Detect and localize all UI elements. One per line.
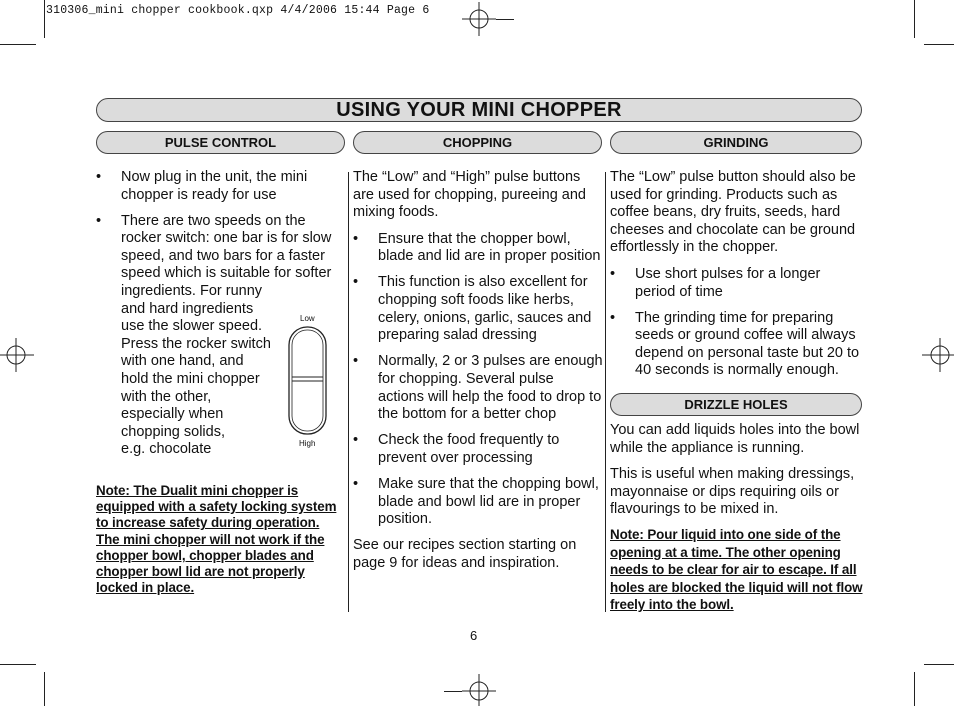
crop-mark-tr-v (914, 0, 915, 38)
registration-mark-top (462, 2, 496, 36)
crop-mark-tl-h (0, 44, 36, 45)
drizzle-paragraph: This is useful when making dressings, mayonnaise or dips requiring oils or flavourings to be mixed in. (610, 466, 855, 518)
list-item: • This function is also excellent for chopping soft foods like herbs, celery, onions, garlic, sauces and preparing salad dressing (353, 274, 603, 344)
chopping-outro: See our recipes section starting on page 9 for ideas and inspiration. (353, 537, 577, 571)
registration-line-top (496, 19, 514, 20)
rocker-switch-high-label: High (299, 439, 316, 448)
text-line: hold the mini chopper (121, 371, 260, 388)
text-line: and hard ingredients (121, 300, 254, 317)
crop-mark-bl-h (0, 664, 36, 665)
section-heading-drizzle-holes: DRIZZLE HOLES (610, 393, 862, 416)
drizzle-paragraph: You can add liquids holes into the bowl while the appliance is running. (610, 422, 860, 456)
section-heading-grinding: GRINDING (610, 131, 862, 154)
registration-mark-left (0, 338, 34, 372)
chopping-column (353, 169, 603, 581)
list-item: • Check the food frequently to prevent over processing (353, 432, 603, 467)
crop-mark-tl-v (44, 0, 45, 38)
text-line: especially when (121, 406, 224, 423)
column-divider (605, 172, 606, 612)
list-item: • Ensure that the chopper bowl, blade and lid are in proper position (353, 231, 603, 266)
text-line: with one hand, and (121, 353, 244, 370)
section-heading-pulse-control: PULSE CONTROL (96, 131, 345, 154)
list-item: • Use short pulses for a longer period of time (610, 266, 862, 301)
text-line: chopping solids, (121, 423, 225, 440)
print-slug: 310306_mini chopper cookbook.qxp 4/4/2006 15:44 Page 6 (46, 4, 430, 17)
list-item: • The grinding time for preparing seeds or ground coffee will always depend on personal taste but 20 to 40 seconds is normally enough. (610, 310, 862, 380)
text-line: use the slower speed. (121, 318, 263, 335)
text-line: with the other, (121, 388, 212, 405)
registration-line-bottom (444, 691, 462, 692)
section-heading-chopping: CHOPPING (353, 131, 602, 154)
crop-mark-br-h (924, 664, 954, 665)
drizzle-column (610, 422, 864, 528)
page-number: 6 (470, 628, 478, 643)
grinding-intro: The “Low” pulse button should also be used for grinding. Products such as coffee beans, dry fruits, seeds, hard cheeses and chocolate can be ground effortlessly in the chopper. (610, 169, 856, 256)
pulse-safety-note: Note: The Dualit mini chopper is equipped with a safety locking system to increase safety during operation. The mini chopper will not work if the chopper bowl, chopper blades and chopper bowl lid are not properly locked in place. (96, 483, 337, 596)
text-line: Press the rocker switch (121, 335, 271, 352)
crop-mark-bl-v (44, 672, 45, 706)
crop-mark-tr-h (924, 44, 954, 45)
list-item: • Now plug in the unit, the mini chopper is ready for use (96, 169, 342, 204)
list-item: • Make sure that the chopping bowl, blade and bowl lid are in proper position. (353, 476, 603, 529)
registration-mark-bottom (462, 674, 496, 706)
rocker-switch-icon (288, 326, 328, 436)
grinding-column (610, 169, 862, 389)
text-line: e.g. chocolate (121, 441, 212, 458)
drizzle-note: Note: Pour liquid into one side of the opening at a time. The other opening needs to be clear for air to escape. If all holes are blocked the liquid will not flow freely into the bowl. (610, 527, 863, 613)
chopping-intro: The “Low” and “High” pulse buttons are used for chopping, pureeing and mixing foods. (353, 169, 586, 221)
page-title: USING YOUR MINI CHOPPER (96, 98, 862, 122)
list-item: • There are two speeds on the rocker switch: one bar is for slow speed, and two bars for a faster speed which is suitable for softer ingredients. For runny (96, 213, 342, 301)
rocker-switch-low-label: Low (300, 314, 315, 323)
list-item: • Normally, 2 or 3 pulses are enough for chopping. Several pulse actions will help the food to drop to the bottom for a better chop (353, 353, 603, 423)
crop-mark-br-v (914, 672, 915, 706)
column-divider (348, 172, 349, 612)
registration-mark-right (922, 338, 954, 372)
